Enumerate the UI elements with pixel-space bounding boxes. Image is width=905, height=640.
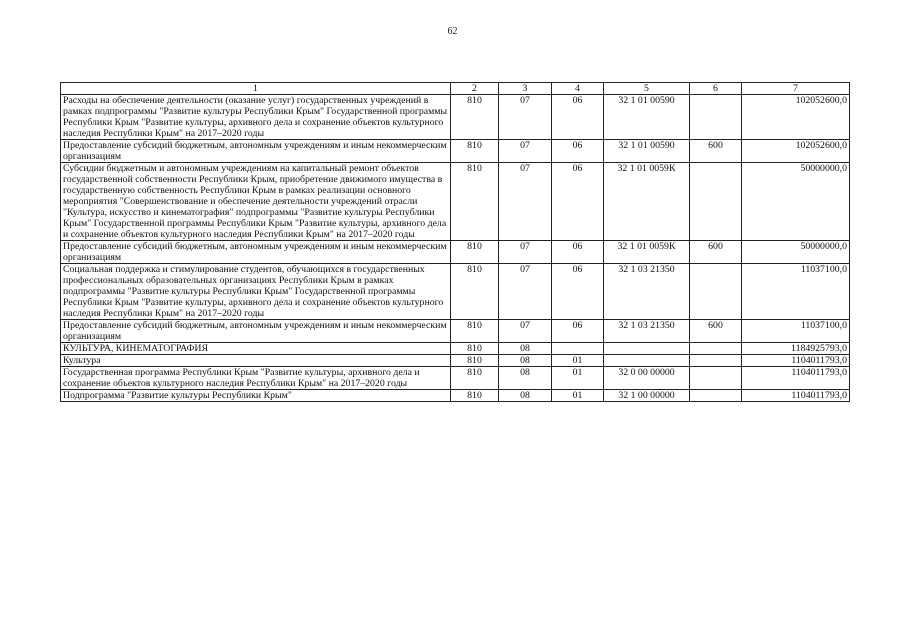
- table-row: [61, 264, 850, 320]
- row-name: Государственная программа Республики Крым "Развитие культуры, архивного дела и сохранение объектов культурного наследия Республики Крым" на 2017–2020 годы: [61, 367, 451, 390]
- amount: 11037100,0: [742, 320, 850, 343]
- target-article-code: 32 1 03 21350: [604, 320, 690, 343]
- section-code: 07: [499, 163, 552, 241]
- ministry-code: 810: [451, 343, 499, 355]
- target-article-code: 32 1 01 00590: [604, 140, 690, 163]
- page-number: 62: [447, 26, 458, 37]
- row-name: Подпрограмма "Развитие культуры Республики Крым": [61, 390, 451, 402]
- target-article-code: [604, 343, 690, 355]
- section-code: 08: [499, 355, 552, 367]
- column-header: 3: [499, 83, 552, 95]
- column-header: 4: [552, 83, 604, 95]
- ministry-code: 810: [451, 95, 499, 140]
- ministry-code: 810: [451, 390, 499, 402]
- amount: 50000000,0: [742, 241, 850, 264]
- ministry-code: 810: [451, 320, 499, 343]
- expense-type-code: 600: [690, 140, 742, 163]
- target-article-code: 32 1 03 21350: [604, 264, 690, 320]
- ministry-code: 810: [451, 140, 499, 163]
- expense-type-code: [690, 264, 742, 320]
- column-header: 7: [742, 83, 850, 95]
- subsection-code: 06: [552, 95, 604, 140]
- section-code: 07: [499, 320, 552, 343]
- expense-type-code: 600: [690, 320, 742, 343]
- target-article-code: [604, 355, 690, 367]
- ministry-code: 810: [451, 355, 499, 367]
- table-row: [61, 140, 850, 163]
- amount: 11037100,0: [742, 264, 850, 320]
- row-name: Предоставление субсидий бюджетным, автономным учреждениям и иным некоммерческим организациям: [61, 140, 451, 163]
- amount: 102052600,0: [742, 140, 850, 163]
- row-name: Расходы на обеспечение деятельности (оказание услуг) государственных учреждений в рамках подпрограммы "Развитие культуры Республики Крым" Государственной программы Республики Крым "Развитие культуры, архивного дела и сохранение объектов культурного наследия Республики Крым" на 2017–2020 годы: [61, 95, 451, 140]
- amount: 1104011793,0: [742, 390, 850, 402]
- budget-table: [60, 82, 850, 402]
- target-article-code: 32 0 00 00000: [604, 367, 690, 390]
- subsection-code: 06: [552, 140, 604, 163]
- subsection-code: 01: [552, 367, 604, 390]
- section-code: 07: [499, 140, 552, 163]
- target-article-code: 32 1 01 00590: [604, 95, 690, 140]
- section-code: 08: [499, 390, 552, 402]
- row-name: Субсидии бюджетным и автономным учреждениям на капитальный ремонт объектов государственной собственности Республики Крым, приобретение движимого имущества в государственную собственность Республики Крым в рамках реализации основного мероприятия "Совершенствование и обеспечение деятельности учреждений отрасли "Культура, искусство и кинематография" подпрограммы "Развитие культуры Республики Крым" Государственной программы Республики Крым "Развитие культуры, архивного дела и сохранение объектов культурного наследия Республики Крым" на 2017–2020 годы: [61, 163, 451, 241]
- expense-type-code: [690, 343, 742, 355]
- target-article-code: 32 1 00 00000: [604, 390, 690, 402]
- section-code: 07: [499, 95, 552, 140]
- ministry-code: 810: [451, 264, 499, 320]
- amount: 1184925793,0: [742, 343, 850, 355]
- row-name: Социальная поддержка и стимулирование студентов, обучающихся в государственных профессиональных образовательных организациях Республики Крым в рамках подпрограммы "Развитие культуры Республики Крым" Государственной программы Республики Крым "Развитие культуры, архивного дела и сохранение объектов культурного наследия Республики Крым" на 2017–2020 годы: [61, 264, 451, 320]
- expense-type-code: [690, 367, 742, 390]
- subsection-code: 06: [552, 241, 604, 264]
- subsection-code: [552, 343, 604, 355]
- subsection-code: 01: [552, 390, 604, 402]
- amount: 1104011793,0: [742, 367, 850, 390]
- table-row: [61, 390, 850, 402]
- target-article-code: 32 1 01 0059К: [604, 241, 690, 264]
- table-row: [61, 343, 850, 355]
- expense-type-code: [690, 163, 742, 241]
- ministry-code: 810: [451, 241, 499, 264]
- column-header: 6: [690, 83, 742, 95]
- expense-type-code: [690, 390, 742, 402]
- header-row: [61, 83, 850, 95]
- expense-type-code: [690, 95, 742, 140]
- section-code: 08: [499, 343, 552, 355]
- column-header: 5: [604, 83, 690, 95]
- row-name: КУЛЬТУРА, КИНЕМАТОГРАФИЯ: [61, 343, 451, 355]
- table-row: [61, 355, 850, 367]
- table-row: [61, 241, 850, 264]
- subsection-code: 06: [552, 264, 604, 320]
- row-name: Культура: [61, 355, 451, 367]
- column-header: 2: [451, 83, 499, 95]
- expense-type-code: [690, 355, 742, 367]
- amount: 102052600,0: [742, 95, 850, 140]
- amount: 1104011793,0: [742, 355, 850, 367]
- section-code: 07: [499, 241, 552, 264]
- table-row: [61, 95, 850, 140]
- subsection-code: 01: [552, 355, 604, 367]
- subsection-code: 06: [552, 163, 604, 241]
- table-row: [61, 163, 850, 241]
- section-code: 07: [499, 264, 552, 320]
- subsection-code: 06: [552, 320, 604, 343]
- ministry-code: 810: [451, 163, 499, 241]
- amount: 50000000,0: [742, 163, 850, 241]
- table-row: [61, 320, 850, 343]
- table-row: [61, 367, 850, 390]
- expense-type-code: 600: [690, 241, 742, 264]
- row-name: Предоставление субсидий бюджетным, автономным учреждениям и иным некоммерческим организациям: [61, 241, 451, 264]
- ministry-code: 810: [451, 367, 499, 390]
- target-article-code: 32 1 01 0059К: [604, 163, 690, 241]
- column-header: 1: [61, 83, 451, 95]
- row-name: Предоставление субсидий бюджетным, автономным учреждениям и иным некоммерческим организациям: [61, 320, 451, 343]
- section-code: 08: [499, 367, 552, 390]
